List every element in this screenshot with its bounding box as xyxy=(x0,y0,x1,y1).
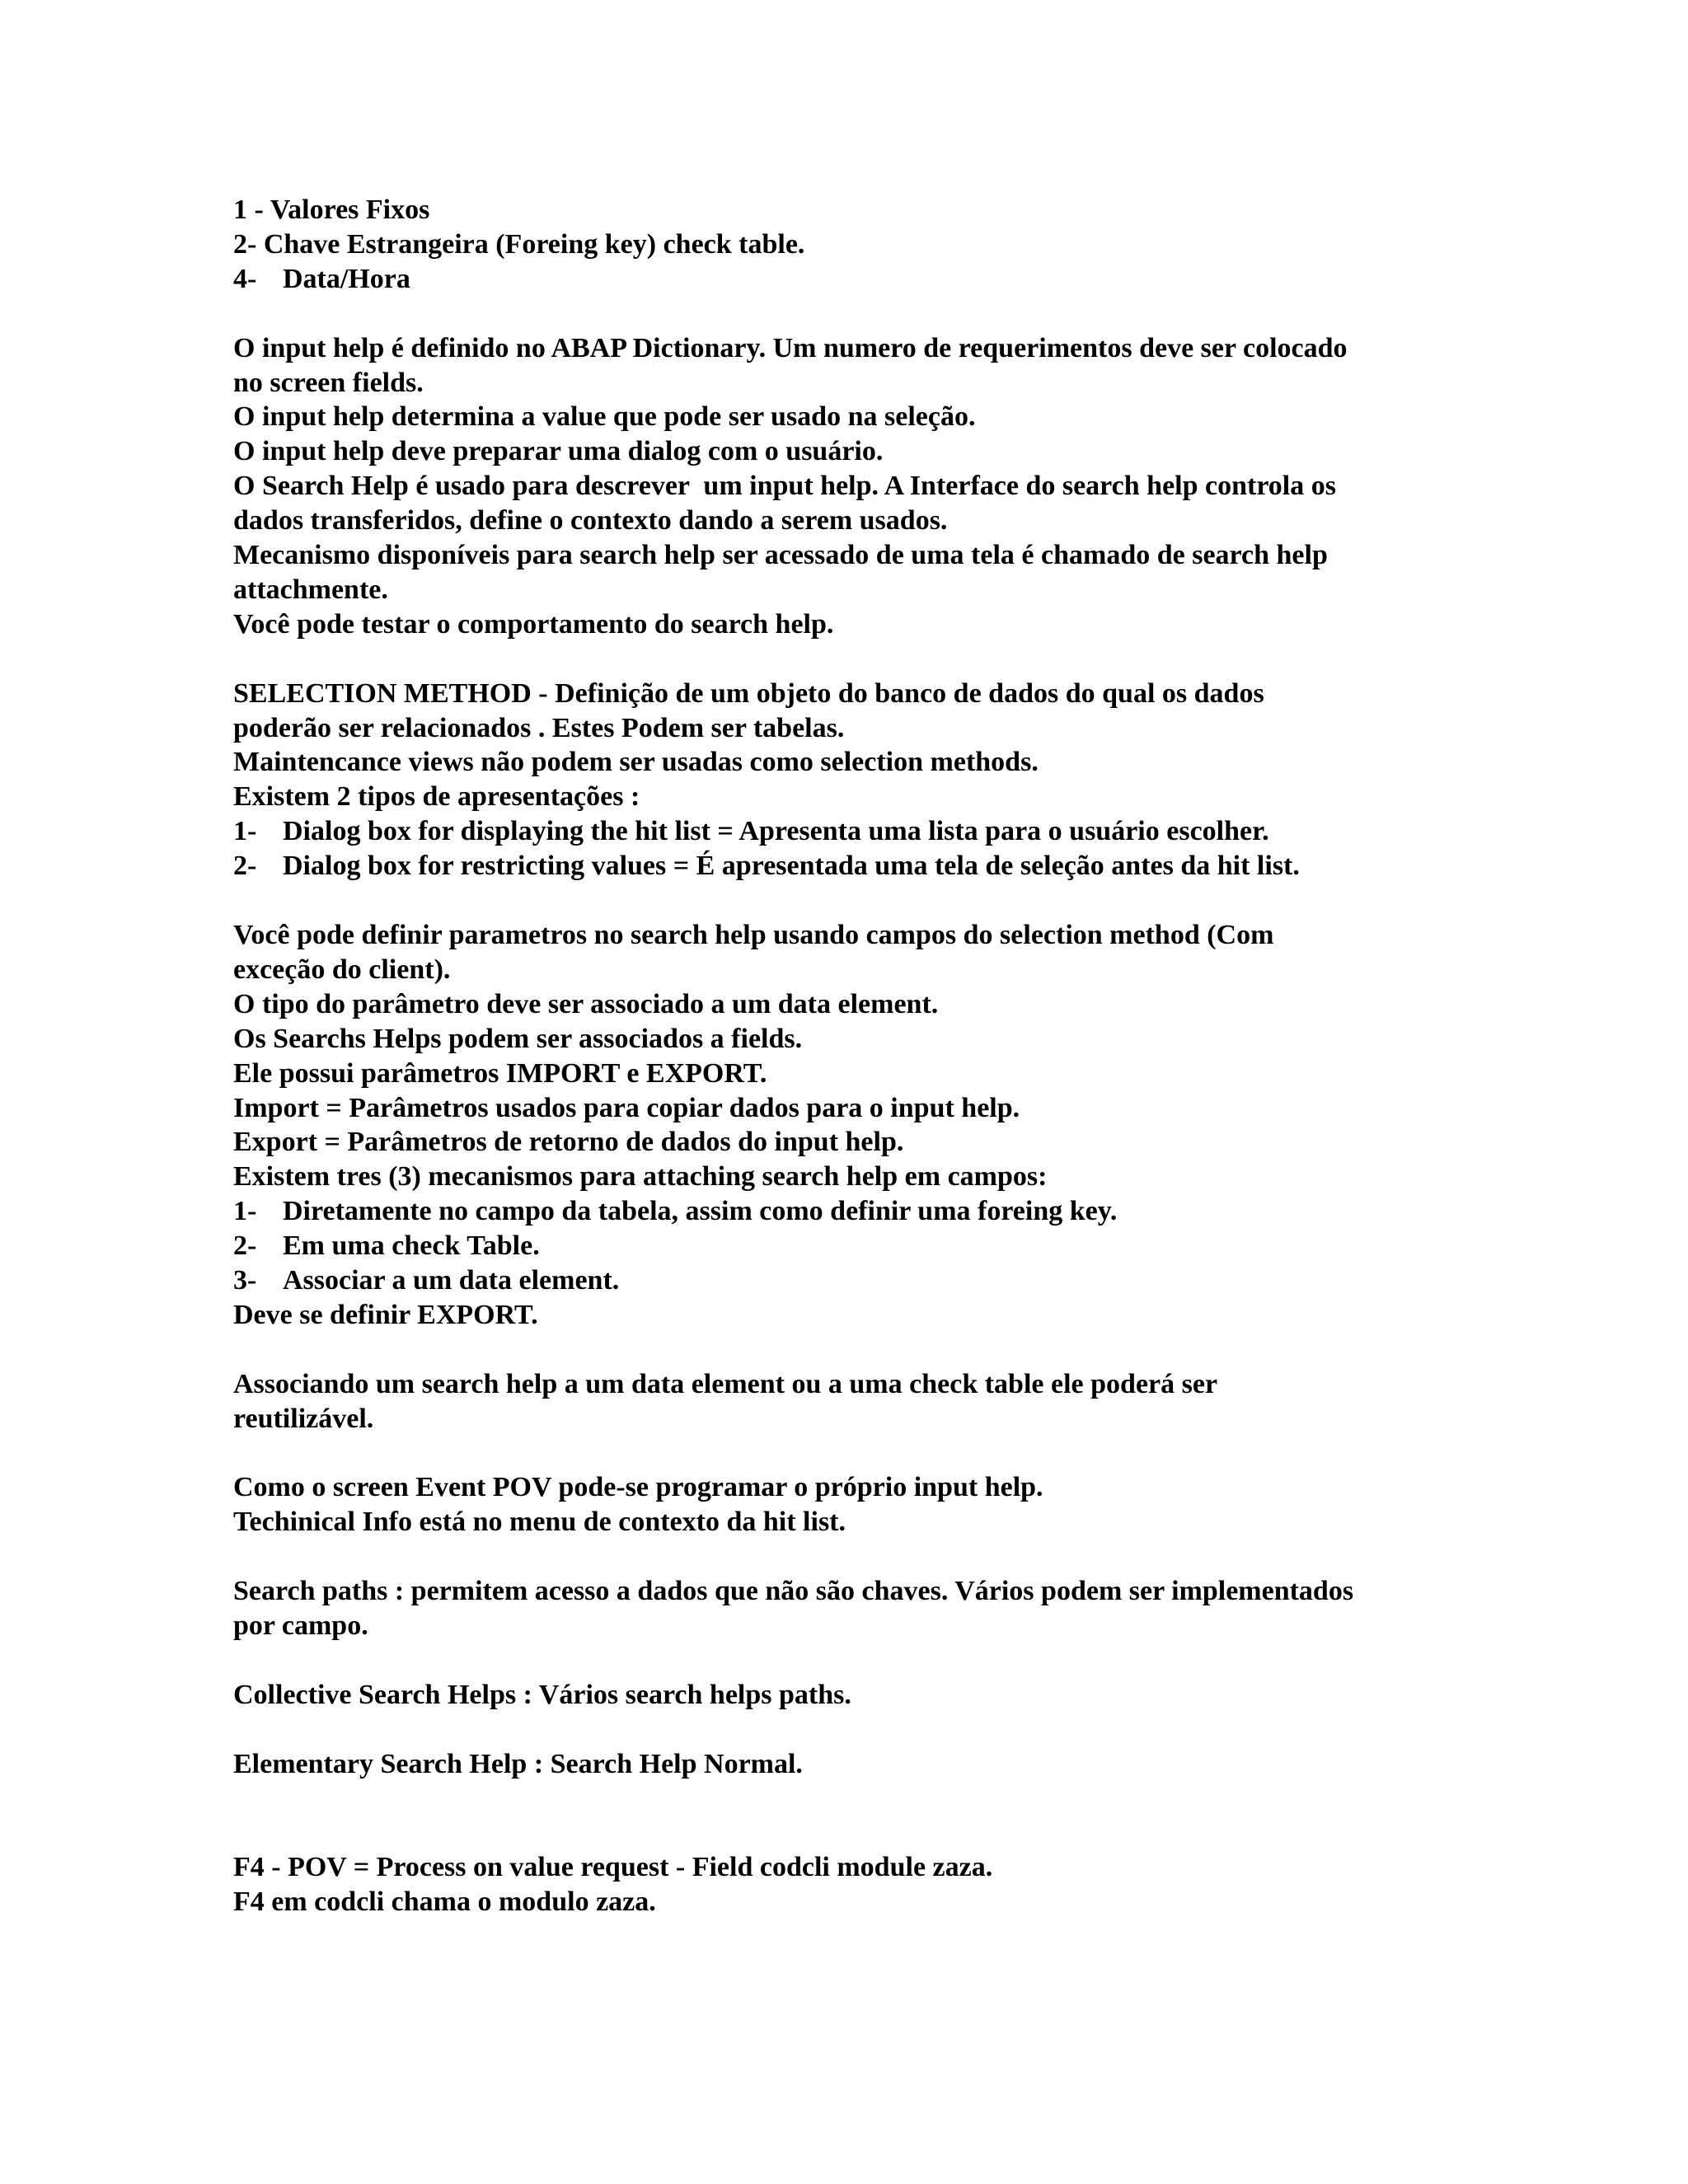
text-line: Existem 2 tipos de apresentações : xyxy=(233,781,640,813)
text-line: Collective Search Helps : Vários search helps paths. xyxy=(233,1679,851,1710)
paragraph-pov xyxy=(233,1470,1461,1540)
paragraph-search-paths xyxy=(233,1574,1461,1643)
paragraph-elementary xyxy=(233,1747,1461,1782)
list-item-text: Diretamente no campo da tabela, assim como definir uma foreing key. xyxy=(283,1196,1118,1227)
text-line: Você pode testar o comportamento do search help. xyxy=(233,608,834,640)
text-line: Mecanismo disponíveis para search help ser acessado de uma tela é chamado de search help xyxy=(233,540,1328,571)
text-line: Search paths : permitem acesso a dados que não são chaves. Vários podem ser implementados xyxy=(233,1576,1354,1607)
text-line: Maintencance views não podem ser usadas como selection methods. xyxy=(233,747,1039,778)
text-line: reutilizável. xyxy=(233,1403,374,1434)
document-body xyxy=(233,193,1461,1919)
text-line: Techinical Info está no menu de contexto da hit list. xyxy=(233,1507,846,1538)
text-line: attachmente. xyxy=(233,574,388,605)
list-item-text: Dialog box for restricting values = É apresentada uma tela de seleção antes da hit list. xyxy=(283,851,1300,882)
list-item-number: 1- xyxy=(233,816,257,847)
list-item-text: Dialog box for displaying the hit list = Apresenta uma lista para o usuário escolher. xyxy=(283,816,1269,847)
list-item-text: Data/Hora xyxy=(283,263,410,294)
list-item-number: 2- xyxy=(233,1230,257,1262)
text-line: Ele possui parâmetros IMPORT e EXPORT. xyxy=(233,1057,767,1089)
text-line: O input help deve preparar uma dialog com o usuário. xyxy=(233,436,884,467)
list-item-text: Em uma check Table. xyxy=(283,1230,540,1262)
paragraph-parameters xyxy=(233,918,1461,1333)
text-line: 2- Chave Estrangeira (Foreing key) check table. xyxy=(233,228,805,260)
list-item xyxy=(233,262,1461,297)
list-item xyxy=(233,814,1461,849)
text-line: Você pode definir parametros no search help usando campos do selection method (Com xyxy=(233,919,1274,950)
text-line: Existem tres (3) mecanismos para attaching search help em campos: xyxy=(233,1161,1048,1193)
text-line: Associando um search help a um data element ou a uma check table ele poderá ser xyxy=(233,1368,1218,1399)
text-line: Import = Parâmetros usados para copiar dados para o input help. xyxy=(233,1092,1020,1123)
text-line: poderão ser relacionados . Estes Podem ser tabelas. xyxy=(233,712,845,743)
list-item xyxy=(233,1263,1461,1298)
list-item xyxy=(233,1194,1461,1229)
text-line: SELECTION METHOD - Definição de um objeto do banco de dados do qual os dados xyxy=(233,677,1264,709)
text-line: F4 - POV = Process on value request - Field codcli module zaza. xyxy=(233,1852,993,1883)
paragraph-collective xyxy=(233,1678,1461,1713)
paragraph-reuse xyxy=(233,1367,1461,1436)
paragraph-f4-pov xyxy=(233,1850,1461,1919)
list-item-number: 4- xyxy=(233,263,257,294)
text-line: Deve se definir EXPORT. xyxy=(233,1299,538,1330)
text-line: dados transferidos, define o contexto dando a serem usados. xyxy=(233,505,948,537)
paragraph-field-types xyxy=(233,193,1461,297)
text-line: O Search Help é usado para descrever um input help. A Interface do search help controla os xyxy=(233,471,1336,502)
text-line: O tipo do parâmetro deve ser associado a um data element. xyxy=(233,988,939,1019)
paragraph-input-help xyxy=(233,331,1461,642)
text-line: Export = Parâmetros de retorno de dados do input help. xyxy=(233,1127,904,1158)
list-item-number: 3- xyxy=(233,1265,257,1296)
list-item xyxy=(233,1229,1461,1263)
text-line: por campo. xyxy=(233,1610,368,1642)
list-item-number: 2- xyxy=(233,851,257,882)
list-item-number: 1- xyxy=(233,1196,257,1227)
text-line: exceção do client). xyxy=(233,954,451,985)
text-line: O input help é definido no ABAP Dictionary. Um numero de requerimentos deve ser colocado xyxy=(233,332,1348,363)
list-item-text: Associar a um data element. xyxy=(283,1265,620,1296)
text-line: Elementary Search Help : Search Help Normal. xyxy=(233,1748,803,1779)
text-line: 1 - Valores Fixos xyxy=(233,194,430,225)
text-line: O input help determina a value que pode ser usado na seleção. xyxy=(233,401,976,433)
list-item xyxy=(233,849,1461,883)
text-line: Como o screen Event POV pode-se programar o próprio input help. xyxy=(233,1472,1043,1503)
text-line: no screen fields. xyxy=(233,367,424,398)
paragraph-selection-method xyxy=(233,677,1461,883)
text-line: F4 em codcli chama o modulo zaza. xyxy=(233,1886,656,1918)
text-line: Os Searchs Helps podem ser associados a fields. xyxy=(233,1023,803,1054)
